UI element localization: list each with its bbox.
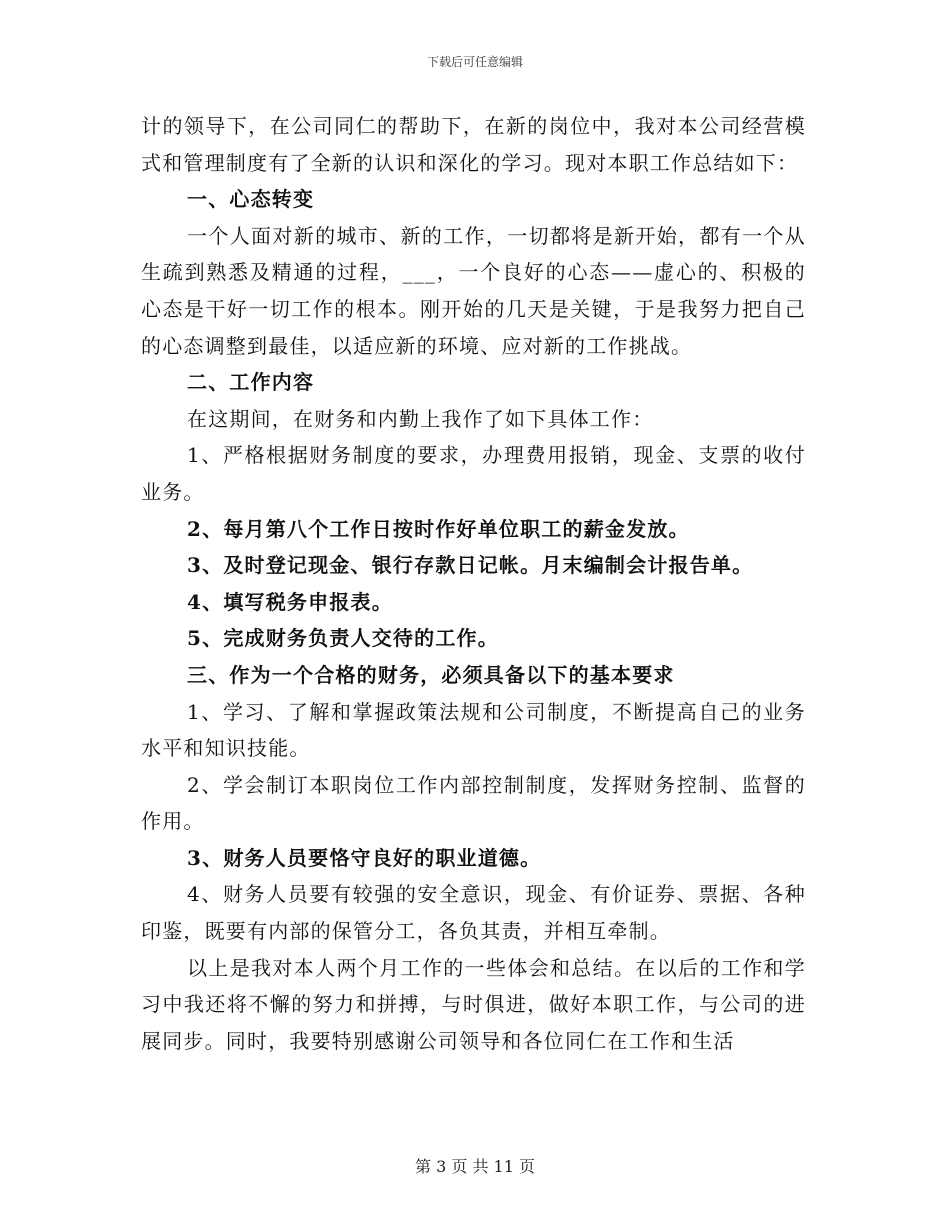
page-header: 下载后可任意编辑	[426, 55, 523, 69]
list-item-work-4: 4、填写税务申报表。	[187, 589, 393, 614]
section-heading-2: 二、工作内容	[187, 370, 315, 395]
section-heading-3: 三、作为一个合格的财务，必须具备以下的基本要求	[187, 662, 675, 687]
section-heading-1: 一、心态转变	[187, 187, 315, 212]
paragraph-summary: 以上是我对本人两个月工作的一些体会和总结。在以后的工作和学习中我还将不懈的努力和拼搏，与时俱进，做好本职工作，与公司的进展同步。同时，我要特别感谢公司领导和各位同仁在工作和生活	[141, 955, 806, 1053]
paragraph-continuation: 计的领导下，在公司同仁的帮助下，在新的岗位中，我对本公司经营模式和管理制度有了全新的认识和深化的学习。现对本职工作总结如下：	[141, 114, 806, 175]
list-item-req-1: 1、学习、了解和掌握政策法规和公司制度，不断提高自己的业务水平和知识技能。	[141, 699, 806, 761]
list-item-req-2: 2、学会制订本职岗位工作内部控制制度，发挥财务控制、监督的作用。	[141, 772, 806, 834]
list-item-work-3: 3、及时登记现金、银行存款日记帐。月末编制会计报告单。	[187, 553, 754, 578]
list-item-req-3: 3、财务人员要恪守良好的职业道德。	[187, 845, 542, 870]
document-body	[141, 108, 806, 1059]
paragraph-work-intro: 在这期间，在财务和内勤上我作了如下具体工作：	[187, 406, 654, 431]
list-item-work-2: 2、每月第八个工作日按时作好单位职工的薪金发放。	[187, 516, 690, 541]
paragraph-mindset: 一个人面对新的城市、新的工作，一切都将是新开始，都有一个从生疏到熟悉及精通的过程，___，一个良好的心态——虚心的、积极的心态是干好一切工作的根本。刚开始的几天是关键，于是我努力把自己的心态调整到最佳，以适应新的环境、应对新的工作挑战。	[141, 223, 806, 358]
list-item-work-5: 5、完成财务负责人交待的工作。	[187, 626, 499, 651]
list-item-req-4: 4、财务人员要有较强的安全意识，现金、有价证券、票据、各种印鉴，既要有内部的保管分工，各负其责，并相互牵制。	[141, 882, 806, 944]
list-item-work-1: 1、严格根据财务制度的要求，办理费用报销，现金、支票的收付业务。	[141, 443, 806, 504]
page-number-footer: 第 3 页 共 11 页	[415, 1157, 535, 1176]
